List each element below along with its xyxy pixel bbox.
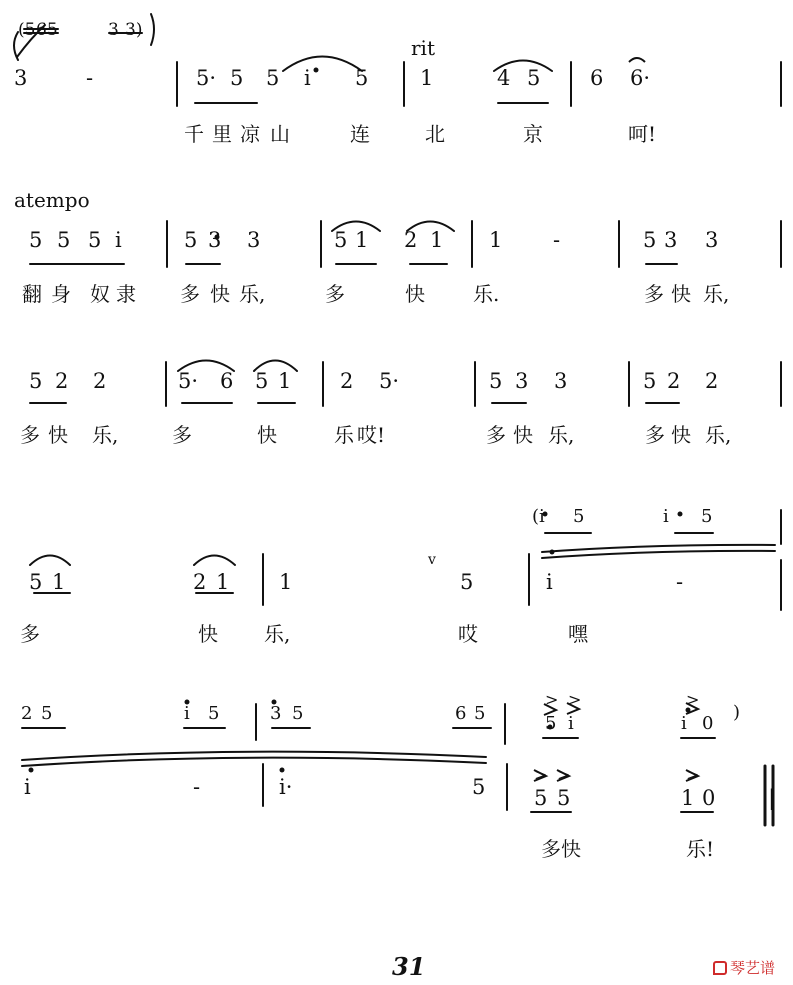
note-1-3: i	[115, 228, 122, 252]
top-note-4-1: 5	[41, 703, 53, 724]
note-4-9: 5	[557, 786, 571, 810]
note-3-3: 1	[216, 570, 230, 594]
lyric-syllable: 京	[523, 122, 543, 146]
slur-note-top: (i	[532, 506, 545, 527]
lyric-syllable: 哎	[458, 622, 478, 646]
note-1-7: 3	[247, 228, 261, 252]
note-1-5: 5	[184, 228, 198, 252]
lyric-syllable: 翻	[22, 282, 42, 306]
slur-note: 65	[36, 20, 58, 40]
lyric-syllable: 快	[671, 282, 691, 306]
note-1-11: 2	[404, 228, 418, 252]
top-note-4-7: 6	[455, 703, 467, 724]
note-0-4: 5	[230, 66, 244, 90]
lyric-syllable: 乐,	[705, 423, 732, 447]
lyric-syllable: 多	[325, 282, 345, 306]
note-0-13: 6	[590, 66, 604, 90]
lyric-syllable: 快	[210, 282, 230, 306]
lyric-syllable: 身	[51, 282, 71, 306]
lyric-syllable: 嘿	[568, 622, 588, 646]
note-3-7: 5	[460, 570, 474, 594]
lyric-syllable: 千	[184, 122, 204, 146]
note-2-17: 2	[667, 369, 681, 393]
top-note-4-16: 0	[702, 713, 714, 734]
note-3-0: 5	[29, 570, 43, 594]
slur-note-close: 3)	[125, 20, 143, 40]
lyric-syllable: 快	[48, 423, 68, 447]
lyric-syllable: 乐,	[264, 622, 291, 646]
note-2-2: 2	[93, 369, 107, 393]
note-0-7: 5	[355, 66, 369, 90]
slur-note-open: (5	[18, 20, 36, 40]
top-note-4-13: i	[568, 713, 574, 734]
note-3-2: 2	[193, 570, 207, 594]
note-0-11: 5	[527, 66, 541, 90]
note-4-1: -	[193, 775, 201, 799]
note-1-12: 1	[430, 228, 444, 252]
lyric-syllable: 乐.	[473, 282, 500, 306]
note-4-6: >	[534, 765, 548, 784]
lyric-syllable: 快	[198, 622, 218, 646]
top-note-4-5: 3	[270, 703, 282, 724]
note-2-7: 1	[278, 369, 292, 393]
lyric-syllable: 乐,	[548, 423, 575, 447]
slur-note-top: i	[663, 506, 669, 527]
note-3-1: 1	[52, 570, 66, 594]
note-1-19: 3	[705, 228, 719, 252]
note-4-4: 5	[472, 775, 486, 799]
top-note-4-3: 5	[208, 703, 220, 724]
top-note-4-8: 5	[474, 703, 486, 724]
note-3-9: i	[546, 570, 553, 594]
top-note-4-17: )	[733, 702, 741, 723]
note-2-14: 3	[554, 369, 568, 393]
lyric-syllable: 隶	[116, 282, 136, 306]
note-2-5: 6	[220, 369, 234, 393]
lyric-syllable: 奴	[90, 282, 110, 306]
top-note-4-15: i	[681, 713, 687, 734]
slur-note-top: 5	[573, 506, 585, 527]
note-2-4: 5·	[178, 369, 199, 393]
note-3-6: v	[428, 552, 436, 568]
note-4-8: 5	[534, 786, 548, 810]
lyric-syllable: 多	[645, 423, 665, 447]
lyric-syllable: 连	[350, 122, 370, 146]
note-2-16: 5	[643, 369, 657, 393]
tempo-atempo: atempo	[14, 188, 90, 212]
lyric-syllable: 北	[425, 122, 445, 146]
top-note-4-14: >	[686, 690, 700, 709]
lyric-syllable: 多	[644, 282, 664, 306]
note-2-1: 2	[55, 369, 69, 393]
note-3-10: -	[676, 570, 684, 594]
note-0-14: 6·	[630, 66, 651, 90]
note-0-5: 5	[266, 66, 280, 90]
top-note-4-0: 2	[21, 703, 33, 724]
note-1-2: 5	[88, 228, 102, 252]
lyric-syllable: 多	[172, 423, 192, 447]
lyric-syllable: 乐!	[686, 837, 715, 861]
page-number: 31	[392, 952, 426, 981]
lyric-syllable: 快	[405, 282, 425, 306]
note-2-6: 5	[255, 369, 269, 393]
tempo-rit: rit	[411, 36, 435, 60]
lyric-syllable: 多	[541, 837, 561, 861]
note-1-17: 5	[643, 228, 657, 252]
lyric-syllable: 凉	[240, 122, 260, 146]
note-1-0: 5	[29, 228, 43, 252]
note-4-3: i·	[279, 775, 293, 799]
note-0-3: 5·	[196, 66, 217, 90]
note-1-10: 1	[355, 228, 369, 252]
lyric-syllable: 快	[671, 423, 691, 447]
note-0-9: 1	[420, 66, 434, 90]
lyric-syllable: 山	[270, 122, 290, 146]
lyric-syllable: 呵!	[628, 122, 657, 146]
lyric-syllable: 多	[20, 423, 40, 447]
lyric-syllable: 里	[212, 122, 232, 146]
note-4-12: 0	[702, 786, 716, 810]
note-3-5: 1	[279, 570, 293, 594]
note-2-10: 5·	[379, 369, 400, 393]
lyric-syllable: 多	[180, 282, 200, 306]
lyric-syllable: 乐,	[92, 423, 119, 447]
note-0-10: 4	[497, 66, 511, 90]
top-note-4-6: 5	[292, 703, 304, 724]
note-4-0: i	[24, 775, 31, 799]
lyric-syllable: 乐	[334, 423, 354, 447]
note-4-11: 1	[681, 786, 695, 810]
top-note-4-12: 5	[545, 713, 557, 734]
lyric-syllable: 快	[561, 837, 581, 861]
note-1-1: 5	[57, 228, 71, 252]
note-1-6: 3	[208, 228, 222, 252]
note-1-14: 1	[489, 228, 503, 252]
slur-note-top: 5	[701, 506, 713, 527]
lyric-syllable: 快	[513, 423, 533, 447]
lyric-syllable: 多	[486, 423, 506, 447]
note-4-7: >	[557, 765, 571, 784]
top-note-4-10: >	[545, 690, 559, 709]
top-note-4-11: >	[568, 690, 582, 709]
slur-note: 3	[108, 20, 119, 40]
note-0-0: 3	[14, 66, 28, 90]
note-2-12: 5	[489, 369, 503, 393]
top-note-4-2: i	[184, 703, 190, 724]
note-0-1: -	[86, 66, 94, 90]
lyric-syllable: 多	[20, 622, 40, 646]
lyric-syllable: 哎!	[357, 423, 386, 447]
note-2-18: 2	[705, 369, 719, 393]
note-4-13: ||	[761, 786, 776, 810]
lyric-syllable: 快	[257, 423, 277, 447]
note-1-18: 3	[664, 228, 678, 252]
note-2-13: 3	[515, 369, 529, 393]
note-2-9: 2	[340, 369, 354, 393]
note-4-10: >	[686, 765, 700, 784]
note-1-15: -	[553, 228, 561, 252]
site-logo	[713, 957, 775, 978]
note-0-6: i	[304, 66, 311, 90]
note-1-9: 5	[334, 228, 348, 252]
note-2-0: 5	[29, 369, 43, 393]
lyric-syllable: 乐,	[703, 282, 730, 306]
lyric-syllable: 乐,	[239, 282, 266, 306]
logo-icon	[713, 961, 727, 975]
logo-text: 琴艺谱	[730, 959, 776, 977]
